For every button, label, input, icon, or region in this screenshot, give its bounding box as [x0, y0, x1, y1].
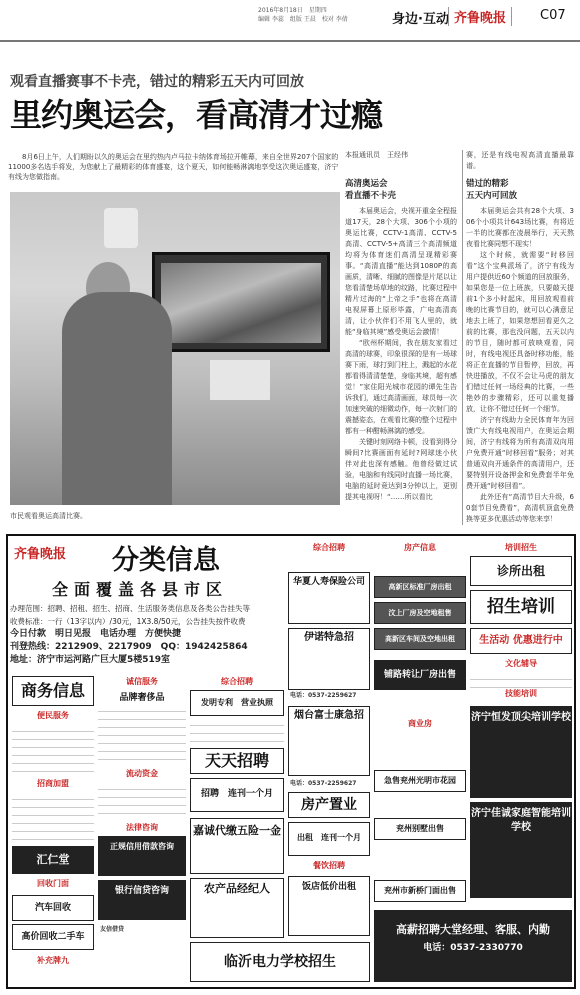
section-bar-property: 房产信息: [374, 542, 466, 554]
rent1-ad: [374, 576, 466, 598]
clinic-label: 诊所出租: [496, 564, 545, 578]
section-name: 身边·互动: [392, 12, 449, 27]
pad-ad: [12, 895, 94, 921]
car-heading: 汽车回收: [34, 903, 71, 913]
article-photo: [10, 192, 340, 505]
paragraph: 赛，还是有线电视高清直播最靠谱。: [466, 151, 574, 170]
hotel-label: 饭店低价出租: [301, 882, 356, 892]
section-bar-seal: 补充牌九: [12, 955, 94, 967]
rent3-ad: [374, 628, 466, 650]
yantai-label: 烟台富士康急招: [294, 710, 364, 721]
ceo-phone: 电话：0537-2330770: [423, 943, 523, 953]
article-column-1: [345, 178, 457, 503]
dairy-label: 嘉诚代缴五险一金: [193, 824, 281, 837]
section-bar-tutoring: 文化辅导: [470, 658, 572, 670]
phone-ad: 电话：0537-2259627: [290, 780, 357, 787]
ceo-ad: [374, 910, 572, 982]
section-bar-recruit: 招商加盟: [12, 778, 94, 790]
article-subtitle: 观看直播赛事不卡壳，错过的精彩五天内可回放: [10, 74, 304, 90]
section-bar-consultant: 综合招聘: [190, 676, 284, 688]
photo-caption: 市民观看奥运高清比赛。: [10, 512, 87, 520]
article-column-2: [466, 150, 574, 525]
rent5-label: 急售兖州光明市花园: [384, 776, 456, 785]
rent-label: 出租 连刊一个月: [297, 833, 361, 842]
agency-label: 农产品经纪人: [204, 882, 270, 895]
phone-ad: 电话：0537-2259627: [290, 692, 357, 699]
classifieds-coverage: 全面覆盖各县市区: [52, 580, 229, 599]
promo-label: 生活动 优惠进行中: [479, 635, 563, 646]
rent6-ad: [374, 818, 466, 840]
section-bar-recycle: 回收门面: [12, 878, 94, 890]
article-title: 里约奥运会，看高清才过瘾: [10, 96, 383, 134]
rent2-label: 汶上厂房及空地租售: [388, 609, 452, 617]
section-bar-skills: 技能培训: [470, 688, 572, 700]
ceo-label: 高薪招聘大堂经理、客服、内勤: [396, 923, 550, 936]
ad-text-block: [190, 718, 284, 746]
deadline-line: 今日付款 明日见报 电话办理 方便快捷: [10, 629, 182, 639]
paragraph: 关键时刻网络卡顿，没看到得分瞬间?比赛画面有延时?网球迷小伙伴对此也深有感触。他曾经做过试验，电脑和有线同时直播一场比赛，电脑的延时竟达到3分钟以上，更别提其电视呀！“……所以看比: [345, 438, 457, 501]
bank-ad: [98, 880, 186, 920]
business-info-box: [12, 676, 94, 706]
ad-text-block: [12, 792, 94, 842]
rent2-ad: [374, 602, 466, 624]
rent6-label: 兖州别墅出售: [396, 824, 444, 833]
clinic-ad: [470, 556, 572, 586]
huiren-label: 汇仁堂: [36, 853, 70, 866]
school-label: 临沂电力学校招生: [224, 954, 336, 970]
hengfa-ad: [470, 706, 572, 798]
dairy-ad: [190, 818, 284, 874]
header-rule: [0, 40, 580, 42]
section-bar-education: 培训招生: [470, 542, 572, 554]
column-heading: 错过的精彩 五天内可回放: [466, 179, 518, 201]
address-line: 地址：济宁市运河路广巨大厦5楼519室: [10, 655, 171, 665]
column-divider: [462, 150, 463, 525]
article-lead: 8月6日上午，人们期盼以久的奥运会在里约热内卢马拉卡纳体育场拉开帷幕，来自全世界207个国家的11000多名选手将发，为您献上了最精彩的体育盛宴，这个夏天，如何能畅淋漓地享受这次奥运盛宴，济宁有线为您做指南。: [8, 153, 339, 181]
training-label: 招生培训: [487, 597, 555, 617]
huaxia-label: 华夏人寿保险公司: [292, 577, 365, 587]
page-number: C07: [540, 8, 566, 23]
job-label: 发明专利 营业执照: [201, 698, 273, 707]
jiacheng-label: 济宁佳诚家庭智能培训学校: [471, 808, 571, 833]
paragraph: 本届奥运会共有28个大项、306个小项共计643场比赛，有将近一半的比赛都在凌晨举行，天天熬夜看比赛同想不现实！: [466, 207, 574, 248]
finance-ad: [98, 836, 186, 876]
section-bar-financing: 流动资金: [98, 768, 186, 780]
rent3-label: 高新区车间及空地出租: [385, 635, 455, 643]
finance-label: 正规信用借款咨询: [110, 842, 174, 851]
zhaopin-label: 招聘 连刊一个月: [200, 789, 273, 799]
promo-ad: [470, 628, 572, 654]
wall-sign: [104, 208, 138, 248]
huiren-ad: [12, 846, 94, 874]
rent7-label: 兖州市新桥门面出售: [384, 886, 456, 895]
rent4-label: 铺路转让厂房出售: [383, 670, 456, 680]
paragraph: 济宁有线助力全民体育年为回馈广大有线电视用户，在奥运会期间，济宁有线将为所有高清双向用户免费开通“时移回看”服务；对其普通双向开通条件的高清用户，还要特别开设备押金和免费套半年免费开通“时移回看”。: [466, 416, 574, 490]
pad-label: 高价回收二手车: [21, 932, 85, 942]
issue-date: [258, 6, 378, 24]
hengfa-label: 济宁恒发顶尖培训学校: [471, 712, 571, 723]
yishi-label: 伊诺特急招: [304, 632, 354, 643]
date-line: 2016年8月18日 星期四: [258, 7, 327, 14]
ad-text-block: [98, 704, 186, 764]
yantai-ad: [288, 706, 370, 776]
section-bar-convenience: 便民服务: [12, 710, 94, 722]
byline: 本报通讯员 王经伟: [345, 151, 408, 159]
section-bar-legal: 法律咨询: [98, 822, 186, 834]
section-bar-business: 商业房: [374, 718, 466, 730]
agency-ad: [190, 878, 284, 938]
training-ad: [470, 590, 572, 624]
jiacheng-ad: [470, 802, 572, 898]
tiantian-ad: [190, 748, 284, 774]
luxury-title: 品牌奢侈品: [119, 693, 165, 703]
classifieds-title: 分类信息: [112, 545, 220, 576]
ad-text-block: [12, 724, 94, 774]
yishi-ad: [288, 628, 370, 690]
rent-ad: [288, 822, 370, 856]
paragraph: 这个时候，就需要“时移回看”这个宝典派场了，济宁有线为用户提供近60个频道的回放服务，如果您是一位上班族，只要敲天提前1个多小时起床，用回放观看前晚的比赛节目的，就可以心满意足地去上班了，如果您想回看更久之前的比赛，那也没问题，五天以内的节目，随时都可放映观看，同时，有线电视还具备时移功能，能将正在直播的节目暂停，回放，再快进播放，不仅不会让马虎的朋友们错过任何一场经典的比赛，一些艳妙的步骤精彩，还可以重复播放，让你不错过任何一个细节。: [466, 251, 574, 413]
school-ad: [190, 942, 370, 982]
tv-screen: [152, 252, 330, 352]
huaxia-ad: [288, 572, 370, 624]
paragraph: 本届奥运会，央视开重金全程报道17天，28个大项、306个小项的奥运比赛，CCTV-1高清、CCTV-5高清、CCTV-5+高清三个高清频道均将为体育迷们高清呈现精彩赛事。“高清直播”能达到1080P的高画质，清晰、细腻的图像是片尾以让您看清楚场草地的纹路，比赛过程中精片过海的“上帝之手”也将在高清电视屏幕上原形毕露，广电高清高清，让小伙伴们不用飞人里的，就能“身临其境”感受奥运会激情！: [345, 207, 457, 336]
pad-ad-2: [12, 924, 94, 950]
section-bar-luxury: 诚信服务: [98, 676, 186, 688]
phone-line: 刊登热线：2212909、2217909 QQ：1942425864: [10, 642, 248, 652]
rent5-ad: [374, 770, 466, 792]
rent7-ad: [374, 880, 466, 902]
staff-line: 编辑 李蕊 组版 王晨 校对 李倩: [258, 16, 348, 23]
tv-stand: [210, 360, 270, 400]
newspaper-logo: 齐鲁晚报: [448, 7, 512, 26]
rent4-ad: [374, 660, 466, 690]
section-bar-catering: 餐饮招聘: [288, 860, 370, 872]
bank-label: 银行信贷咨询: [114, 886, 169, 896]
classifieds-info: [10, 602, 280, 667]
ad-text-block: [98, 782, 186, 818]
house-ad: [288, 792, 370, 818]
viewer-body: [62, 292, 172, 505]
hotel-ad: [288, 876, 370, 936]
credit-label: 友信借贷: [100, 926, 125, 933]
section-bar-recruit2: 综合招聘: [288, 542, 370, 554]
pricing-line: 收费标准：一行（13字以内）/30元，1X3.8/50元，公告挂失按件收费: [10, 617, 246, 626]
services-line: 办理范围：招聘、招租、招生、招商、生活服务类信息及各类公告挂失等: [10, 604, 250, 613]
business-info-label: 商务信息: [20, 681, 85, 700]
tiantian-label: 天天招聘: [204, 751, 269, 770]
paragraph: 此外还有“高清节目大升级，60套节目免费看”，高清机顶盒免费换等更多优惠活动等您来享！: [466, 493, 574, 523]
classifieds-brand: 齐鲁晚报: [14, 547, 67, 562]
column-heading: 高清奥运会 看直播不卡壳: [345, 179, 397, 201]
house-label: 房产置业: [301, 797, 357, 813]
rent1-label: 高新区标准厂房出租: [388, 583, 452, 591]
paragraph: “欧州杯期间，我在朋友家看过高清的球赛，印象很深的是有一场球赛下雨，球打到门柱上，溅起的水花都看得清清楚楚，身临其境，超有感觉！”家住阳光城市花园的谭先生告诉我们，通过高清画面，球员每一次加速突破的细微动作，每一次射门的震撼姿态，在观看比赛的整个过程中都有一种酣畅淋漓的感受。: [345, 339, 457, 435]
job-ad: [190, 690, 284, 716]
credit-ad: [98, 924, 186, 970]
zhaopin-ad: [190, 778, 284, 812]
